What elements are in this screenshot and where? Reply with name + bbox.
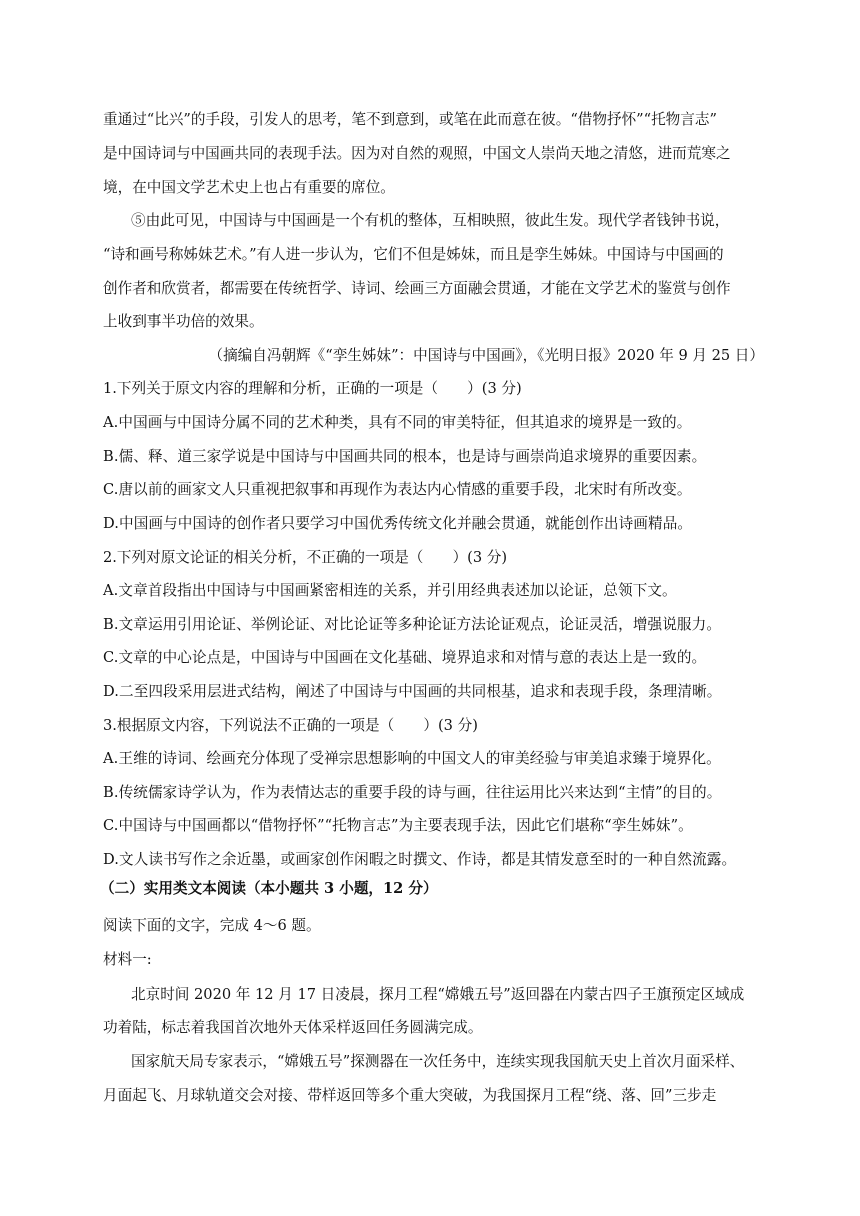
passage-line: 是中国诗词与中国画共同的表现手法。因为对自然的观照，中国文人崇尚天地之清悠，进而荒寒之: [103, 145, 731, 162]
material-paragraph-line: 月面起飞、月球轨道交会对接、带样返回等多个重大突破，为我国探月工程“绕、落、回”三步走: [103, 1087, 717, 1104]
question-1-option-c[interactable]: C.唐以前的画家文人只重视把叙事和再现作为表达内心情感的重要手段，北宋时有所改变。: [103, 481, 692, 498]
question-2-option-a[interactable]: A.文章首段指出中国诗与中国画紧密相连的关系，并引用经典表述加以论证，总领下文。: [103, 582, 677, 599]
paragraph5-line: 创作者和欣赏者，都需要在传统哲学、诗词、绘画三方面融会贯通，才能在文学艺术的鉴赏与创作: [103, 280, 731, 297]
question-1-option-a[interactable]: A.中国画与中国诗分属不同的艺术种类，具有不同的审美特征，但其追求的境界是一致的。: [103, 414, 692, 431]
material-paragraph-line: 北京时间 2020 年 12 月 17 日凌晨，探月工程“嫦娥五号”返回器在内蒙古四子王旗预定区域成: [131, 986, 745, 1003]
passage-line: 重通过“比兴”的手段，引发人的思考，笔不到意到，或笔在此而意在彼。“借物抒怀”“托物言志”: [103, 111, 717, 128]
question-2-option-b[interactable]: B.文章运用引用论证、举例论证、对比论证等多种论证方法论证观点，论证灵活，增强说服力。: [103, 616, 722, 633]
passage-line: 境，在中国文学艺术史上也占有重要的席位。: [103, 179, 395, 196]
question-1-option-d[interactable]: D.中国画与中国诗的创作者只要学习中国优秀传统文化并融会贯通，就能创作出诗画精品。: [103, 515, 693, 532]
paragraph5-line: ⑤由此可见，中国诗与中国画是一个有机的整体，互相映照，彼此生发。现代学者钱钟书说，: [131, 212, 730, 229]
question-stem-1: 1.下列关于原文内容的理解和分析，正确的一项是（ ）(3 分): [103, 380, 522, 397]
question-stem-2: 2.下列对原文论证的相关分析，不正确的一项是（ ）(3 分): [103, 549, 508, 566]
source-note: （摘编自冯朝辉《“孪生姊妹”：中国诗与中国画》，《光明日报》2020 年 9 月 25 日）: [208, 347, 764, 364]
paragraph5-line: 上收到事半功倍的效果。: [103, 313, 264, 330]
question-3-option-a[interactable]: A.王维的诗词、绘画充分体现了受禅宗思想影响的中国文人的审美经验与审美追求臻于境界化。: [103, 750, 721, 767]
question-2-option-d[interactable]: D.二至四段采用层进式结构，阐述了中国诗与中国画的共同根基，追求和表现手段，条理清晰。: [103, 683, 722, 700]
question-3-option-b[interactable]: B.传统儒家诗学认为，作为表情达志的重要手段的诗与画，往往运用比兴来达到“主情”的目的。: [103, 784, 722, 801]
question-3-option-c[interactable]: C.中国诗与中国画都以“借物抒怀”“托物言志”为主要表现手法，因此它们堪称“孪生姊妹”。: [103, 817, 693, 834]
question-1-option-b[interactable]: B.儒、释、道三家学说是中国诗与中国画共同的根本，也是诗与画崇尚追求境界的重要因素。: [103, 448, 707, 465]
question-2-option-c[interactable]: C.文章的中心论点是，中国诗与中国画在文化基础、境界追求和对情与意的表达上是一致的。: [103, 649, 707, 666]
material-label: 材料一:: [103, 951, 152, 968]
section-heading: （二）实用类文本阅读（本小题共 3 小题，12 分）: [100, 880, 438, 897]
question-stem-3: 3.根据原文内容，下列说法不正确的一项是（ ）(3 分): [103, 717, 478, 734]
material-paragraph-line: 国家航天局专家表示，“嫦娥五号”探测器在一次任务中，连续实现我国航天史上首次月面采样、: [131, 1053, 745, 1070]
material-paragraph-line: 功着陆，标志着我国首次地外天体采样返回任务圆满完成。: [103, 1019, 483, 1036]
section-instruction: 阅读下面的文字，完成 4～6 题。: [103, 917, 321, 934]
paragraph5-line: “诗和画号称姊妹艺术。”有人进一步认为，它们不但是姊妹，而且是孪生姊妹。中国诗与中国画的: [103, 246, 724, 263]
question-3-option-d[interactable]: D.文人读书写作之余近墨，或画家创作闲暇之时撰文、作诗，都是其情发意至时的一种自然流露。: [103, 851, 737, 868]
